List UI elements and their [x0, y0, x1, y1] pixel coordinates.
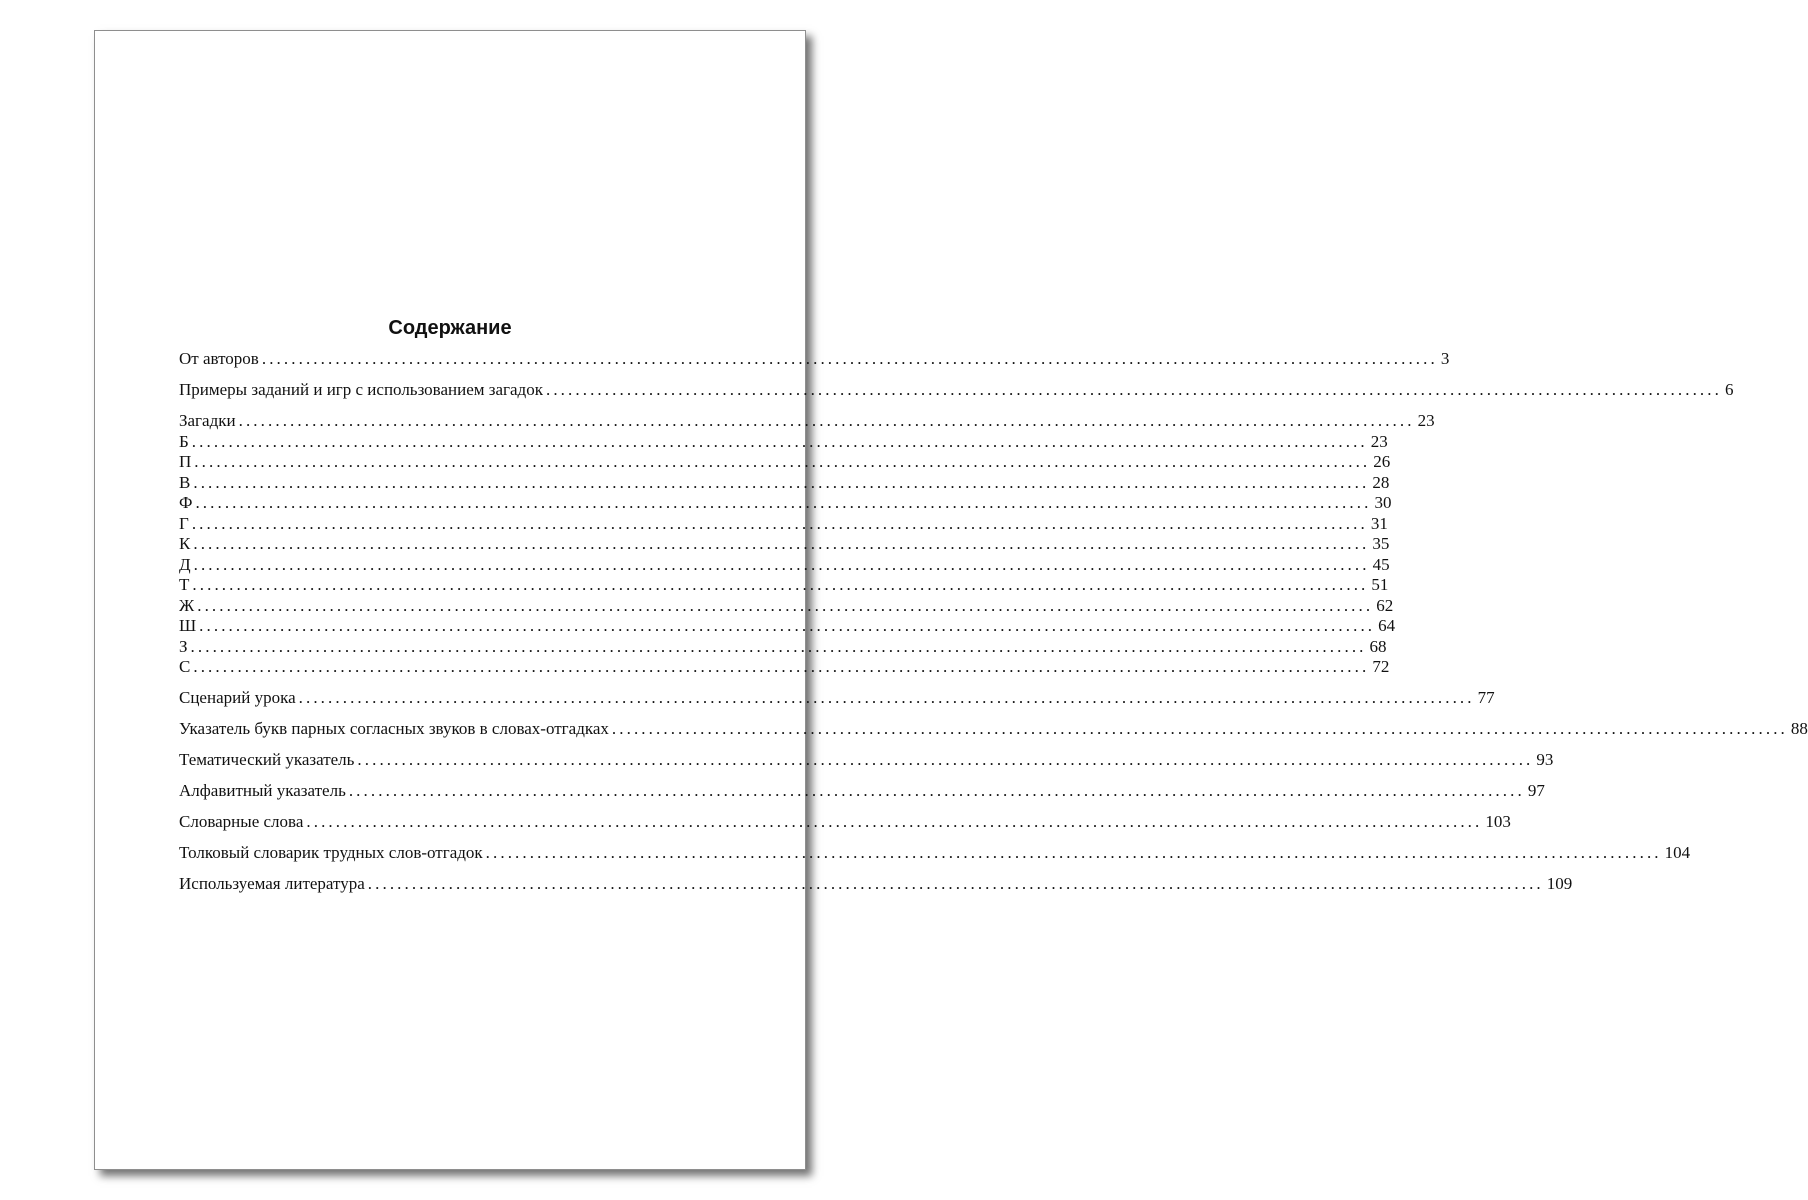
toc-page-number: 88 — [1790, 719, 1808, 738]
toc-entry — [179, 472, 1390, 494]
toc-dot-leader: ................................................................................................................................................................ — [298, 688, 1475, 707]
toc-entry-label: Ф — [179, 493, 193, 512]
toc-entry-label: Указатель букв парных согласных звуков в словах-отгадках — [179, 719, 609, 738]
toc-page-number: 26 — [1373, 452, 1391, 471]
toc-entry — [179, 431, 1388, 453]
toc-dot-leader: ................................................................................................................................................................ — [545, 380, 1722, 399]
toc-page-number: 77 — [1477, 688, 1495, 707]
toc-page-number: 93 — [1536, 750, 1554, 769]
toc-entry-label: Г — [179, 513, 189, 533]
toc-page-number: 23 — [1417, 411, 1435, 430]
toc-entry-label: В — [179, 472, 191, 492]
toc-page-number: 104 — [1664, 843, 1691, 862]
toc-dot-leader: ................................................................................................................................................................ — [193, 554, 1370, 574]
toc-entry — [179, 380, 1734, 401]
toc-dot-leader: ................................................................................................................................................................ — [190, 636, 1367, 656]
toc-dot-leader: ................................................................................................................................................................ — [367, 874, 1544, 893]
toc-entry — [179, 812, 1511, 833]
toc-entry — [179, 452, 1391, 473]
toc-dot-leader: ................................................................................................................................................................ — [306, 812, 1483, 831]
toc-page-number: 68 — [1369, 636, 1387, 656]
toc-page-number: 6 — [1724, 380, 1734, 399]
toc-page-number: 28 — [1372, 472, 1390, 492]
toc-dot-leader: ................................................................................................................................................................ — [193, 657, 1370, 676]
toc-entry-label: Используемая литература — [179, 874, 365, 893]
toc-entry — [179, 750, 1554, 771]
toc-entry — [179, 719, 1808, 740]
toc-entry — [179, 781, 1545, 802]
toc-entry — [179, 595, 1394, 617]
toc-entry — [179, 554, 1390, 576]
toc-dot-leader: ................................................................................................................................................................ — [357, 750, 1534, 769]
toc-page-number: 51 — [1371, 575, 1389, 594]
toc-dot-leader: ................................................................................................................................................................ — [199, 616, 1376, 635]
toc-page-number: 97 — [1527, 781, 1545, 800]
toc-page-number: 35 — [1372, 534, 1390, 553]
toc-page-number: 31 — [1370, 513, 1388, 533]
toc-dot-leader: ................................................................................................................................................................ — [192, 575, 1369, 594]
toc-entry-label: Примеры заданий и игр с использованием загадок — [179, 380, 543, 399]
toc-page-number: 64 — [1378, 616, 1396, 635]
toc-page-number: 62 — [1376, 595, 1394, 615]
toc-page-number: 23 — [1370, 431, 1388, 451]
toc-entry — [179, 874, 1573, 895]
toc-entry — [179, 534, 1390, 555]
toc-entry — [179, 616, 1396, 637]
toc-page-number: 103 — [1485, 812, 1511, 831]
toc-page-number: 30 — [1374, 493, 1392, 512]
toc-dot-leader: ................................................................................................................................................................ — [485, 843, 1662, 862]
toc-entry-label: К — [179, 534, 191, 553]
toc-dot-leader: ................................................................................................................................................................ — [193, 534, 1370, 553]
toc-dot-leader: ................................................................................................................................................................ — [261, 349, 1438, 368]
toc-entry-label: Загадки — [179, 411, 236, 430]
toc-entry — [179, 575, 1389, 596]
toc-dot-leader: ................................................................................................................................................................ — [238, 411, 1415, 430]
toc-entry-label: Толковый словарик трудных слов-отгадок — [179, 843, 483, 862]
toc-dot-leader: ................................................................................................................................................................ — [191, 431, 1368, 451]
toc-entry-label: П — [179, 452, 192, 471]
toc-entry-label: Словарные слова — [179, 812, 304, 831]
toc-entry — [179, 657, 1390, 678]
toc-page-number: 72 — [1372, 657, 1390, 676]
toc-entry-label: Алфавитный указатель — [179, 781, 346, 800]
toc-entry-label: Б — [179, 431, 189, 451]
toc-dot-leader: ................................................................................................................................................................ — [194, 452, 1371, 471]
toc-entry-label: Д — [179, 554, 191, 574]
toc-dot-leader: ................................................................................................................................................................ — [195, 493, 1372, 512]
toc-dot-leader: ................................................................................................................................................................ — [611, 719, 1788, 738]
toc-entry-label: Тематический указатель — [179, 750, 355, 769]
toc-entry — [179, 493, 1392, 514]
toc-page-number: 45 — [1372, 554, 1390, 574]
toc-dot-leader: ................................................................................................................................................................ — [348, 781, 1525, 800]
toc-entry-label: От авторов — [179, 349, 259, 368]
toc-title: Содержание — [388, 317, 512, 339]
toc-dot-leader: ................................................................................................................................................................ — [193, 472, 1370, 492]
toc-entry — [179, 636, 1387, 658]
toc-entry-label: Сценарий урока — [179, 688, 296, 707]
book-page — [94, 30, 1808, 1170]
toc-entry — [179, 349, 1450, 370]
toc-entry — [179, 411, 1435, 432]
toc-entry-label: Ш — [179, 616, 197, 635]
toc-page-number: 3 — [1440, 349, 1450, 368]
toc-dot-leader: ................................................................................................................................................................ — [197, 595, 1374, 615]
toc-entry — [179, 688, 1495, 709]
toc-entry — [179, 843, 1691, 864]
toc-entry-label: С — [179, 657, 191, 676]
toc-page-number: 109 — [1546, 874, 1573, 893]
toc-entry-label: Ж — [179, 595, 195, 615]
toc-entry-label: Т — [179, 575, 190, 594]
toc-entry-label: З — [179, 636, 188, 656]
toc-dot-leader: ................................................................................................................................................................ — [191, 513, 1368, 533]
toc-entry — [179, 513, 1388, 535]
table-of-contents — [179, 349, 1808, 895]
